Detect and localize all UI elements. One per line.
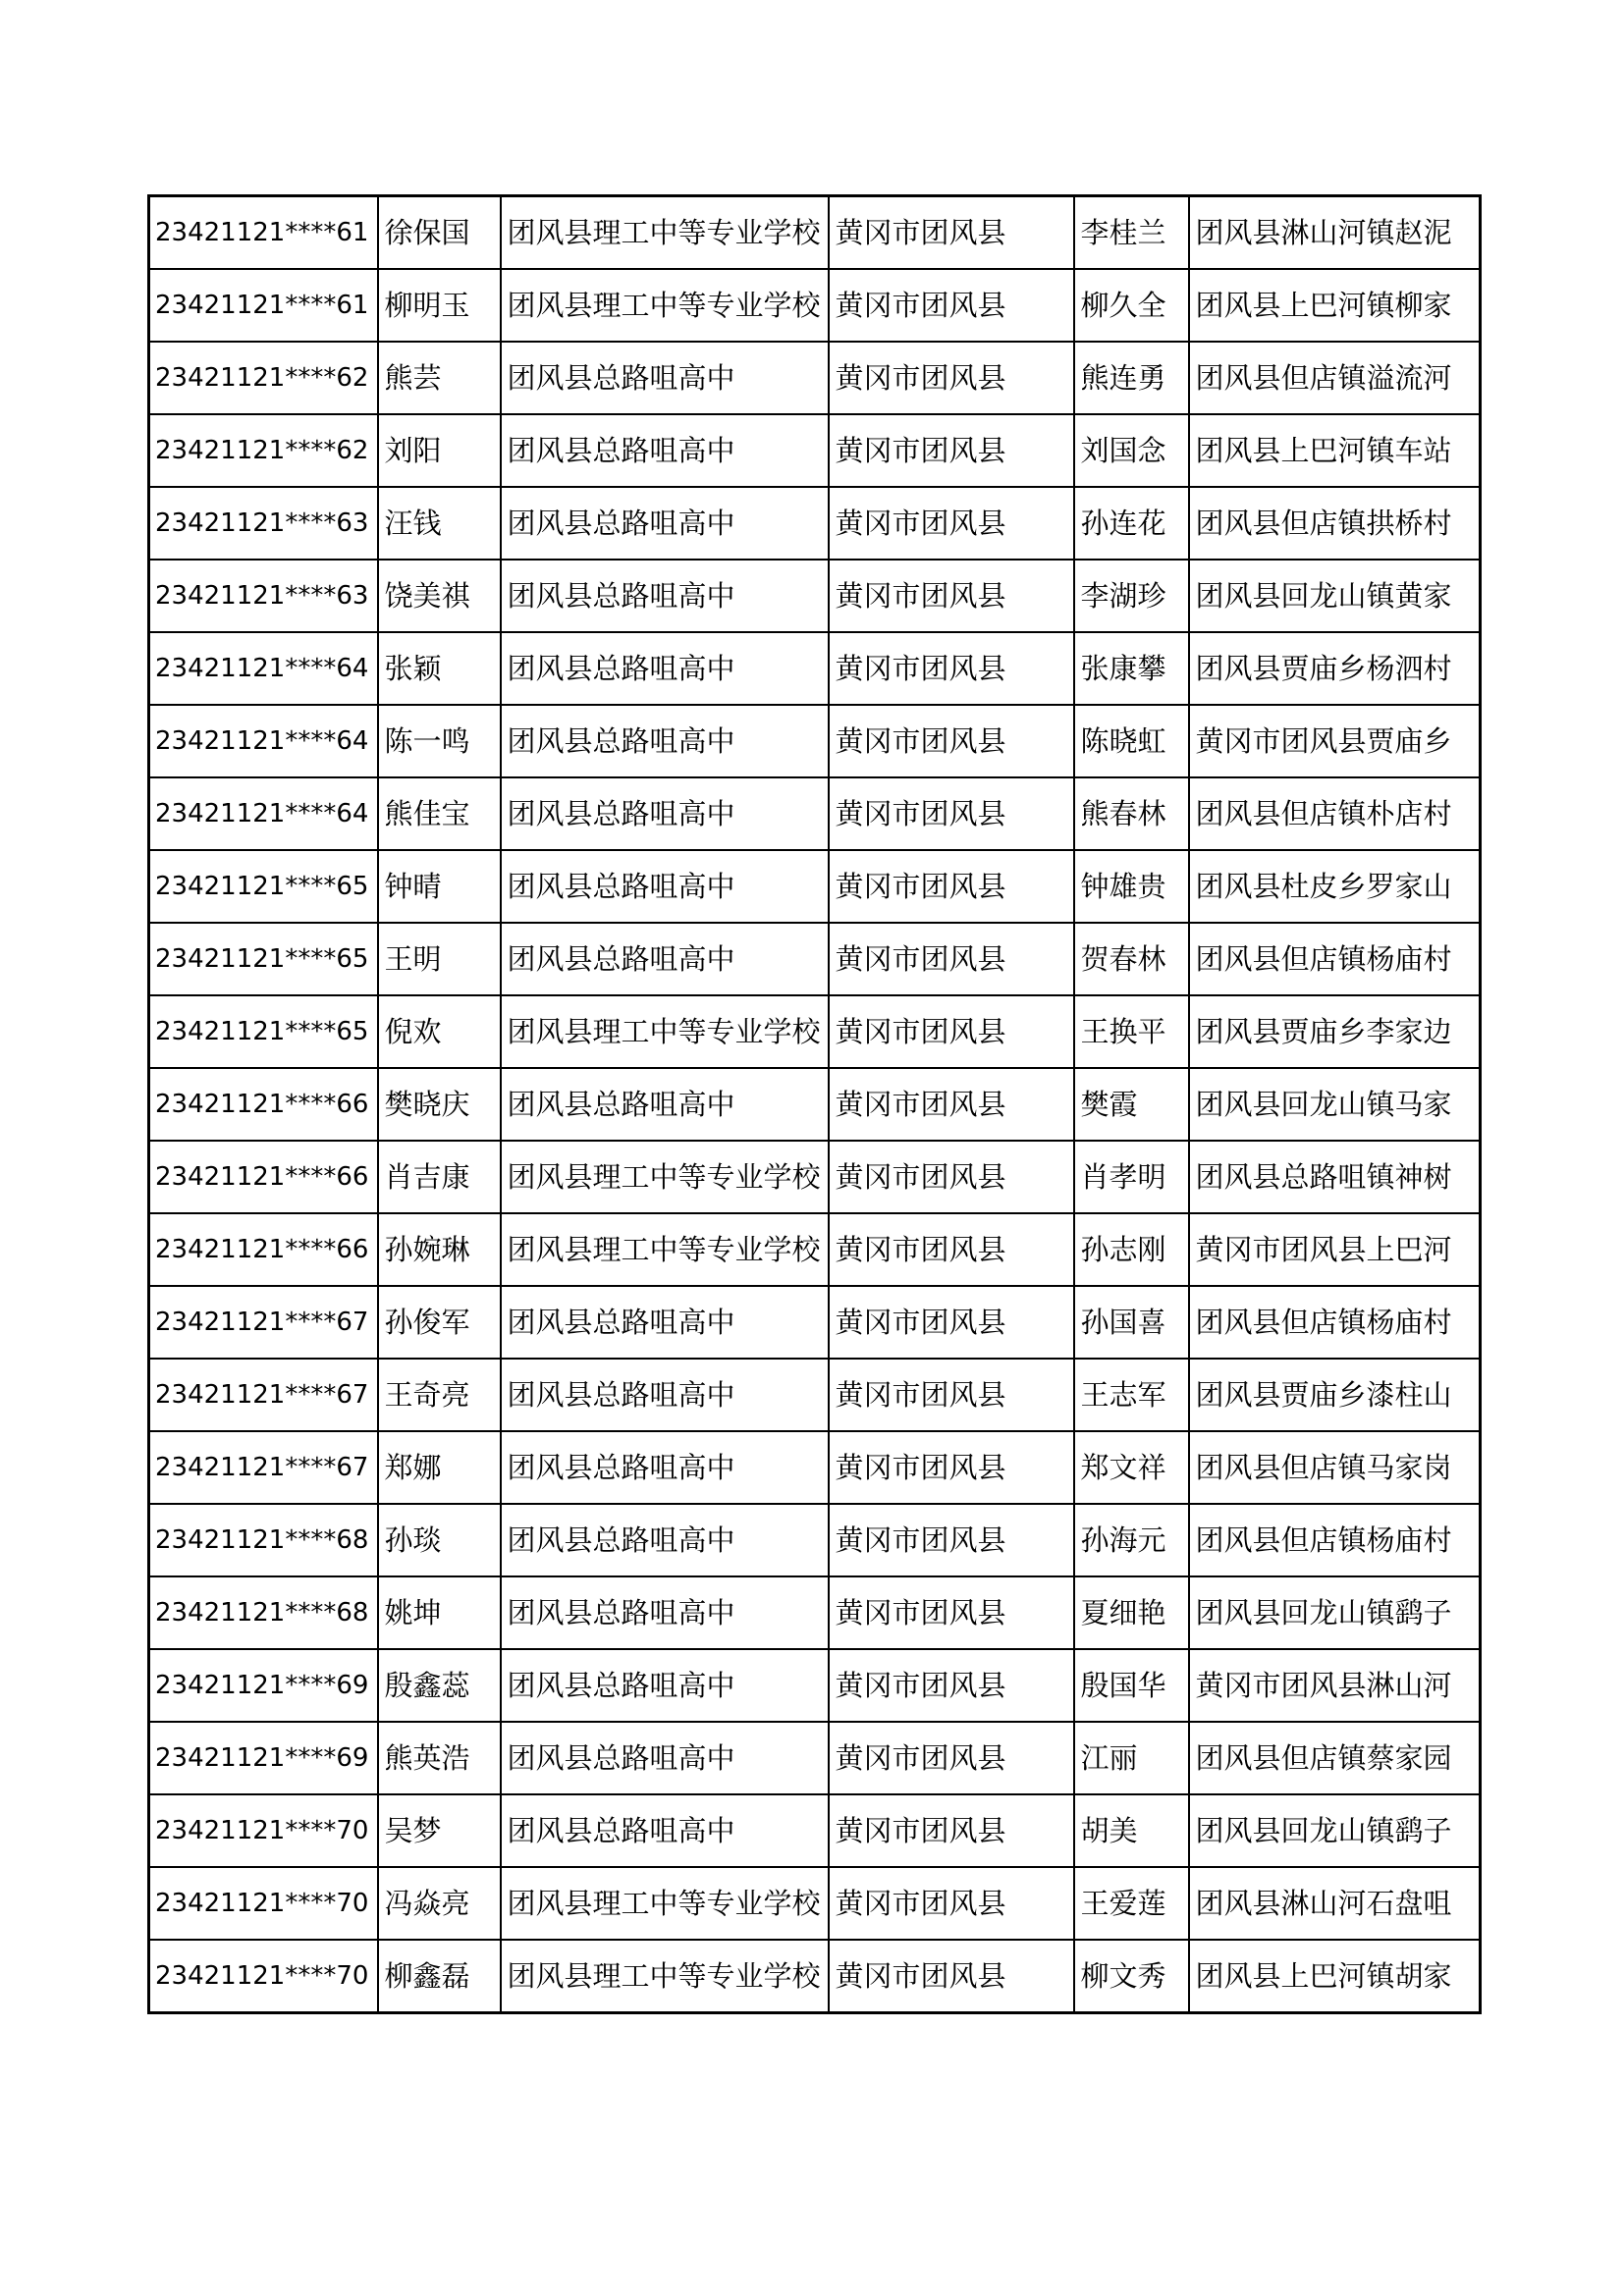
table-row <box>149 1940 1481 2013</box>
cell-id: 23421121****63 <box>149 487 378 560</box>
cell-address: 团风县回龙山镇马家 <box>1189 1068 1481 1141</box>
table-row <box>149 196 1481 270</box>
cell-guardian: 江丽 <box>1074 1722 1189 1794</box>
cell-school: 团风县总路咀高中 <box>501 923 829 995</box>
cell-area: 黄冈市团风县 <box>829 777 1074 850</box>
cell-id: 23421121****70 <box>149 1867 378 1940</box>
cell-id: 23421121****69 <box>149 1722 378 1794</box>
cell-school: 团风县总路咀高中 <box>501 1504 829 1576</box>
table-row <box>149 1722 1481 1794</box>
cell-school: 团风县总路咀高中 <box>501 1359 829 1431</box>
cell-area: 黄冈市团风县 <box>829 1867 1074 1940</box>
cell-name: 倪欢 <box>378 995 501 1068</box>
cell-area: 黄冈市团风县 <box>829 1359 1074 1431</box>
cell-name: 柳鑫磊 <box>378 1940 501 2013</box>
table-row <box>149 1213 1481 1286</box>
cell-id: 23421121****64 <box>149 705 378 777</box>
cell-school: 团风县理工中等专业学校 <box>501 1940 829 2013</box>
cell-name: 徐保国 <box>378 196 501 270</box>
cell-id: 23421121****66 <box>149 1213 378 1286</box>
cell-area: 黄冈市团风县 <box>829 705 1074 777</box>
cell-area: 黄冈市团风县 <box>829 1649 1074 1722</box>
cell-id: 23421121****63 <box>149 560 378 632</box>
cell-area: 黄冈市团风县 <box>829 196 1074 270</box>
cell-school: 团风县总路咀高中 <box>501 342 829 414</box>
cell-school: 团风县总路咀高中 <box>501 1649 829 1722</box>
cell-address: 团风县但店镇拱桥村 <box>1189 487 1481 560</box>
cell-address: 团风县回龙山镇鹞子 <box>1189 1576 1481 1649</box>
cell-area: 黄冈市团风县 <box>829 414 1074 487</box>
cell-area: 黄冈市团风县 <box>829 1213 1074 1286</box>
cell-name: 姚坤 <box>378 1576 501 1649</box>
cell-guardian: 柳文秀 <box>1074 1940 1189 2013</box>
cell-guardian: 孙连花 <box>1074 487 1189 560</box>
cell-guardian: 柳久全 <box>1074 269 1189 342</box>
cell-id: 23421121****69 <box>149 1649 378 1722</box>
table-row <box>149 269 1481 342</box>
table-row <box>149 1286 1481 1359</box>
cell-id: 23421121****64 <box>149 777 378 850</box>
cell-school: 团风县总路咀高中 <box>501 487 829 560</box>
cell-area: 黄冈市团风县 <box>829 1504 1074 1576</box>
cell-address: 黄冈市团风县上巴河 <box>1189 1213 1481 1286</box>
cell-guardian: 刘国念 <box>1074 414 1189 487</box>
cell-guardian: 陈晓虹 <box>1074 705 1189 777</box>
cell-guardian: 张康攀 <box>1074 632 1189 705</box>
table-row <box>149 560 1481 632</box>
cell-id: 23421121****68 <box>149 1504 378 1576</box>
cell-name: 王明 <box>378 923 501 995</box>
cell-name: 吴梦 <box>378 1794 501 1867</box>
cell-school: 团风县理工中等专业学校 <box>501 1141 829 1213</box>
table-row <box>149 487 1481 560</box>
cell-school: 团风县总路咀高中 <box>501 850 829 923</box>
cell-id: 23421121****62 <box>149 414 378 487</box>
cell-school: 团风县理工中等专业学校 <box>501 269 829 342</box>
cell-id: 23421121****66 <box>149 1068 378 1141</box>
cell-address: 团风县贾庙乡漆柱山 <box>1189 1359 1481 1431</box>
cell-area: 黄冈市团风县 <box>829 269 1074 342</box>
cell-area: 黄冈市团风县 <box>829 1722 1074 1794</box>
cell-id: 23421121****65 <box>149 995 378 1068</box>
cell-name: 樊晓庆 <box>378 1068 501 1141</box>
cell-name: 孙婉琳 <box>378 1213 501 1286</box>
cell-school: 团风县总路咀高中 <box>501 777 829 850</box>
cell-area: 黄冈市团风县 <box>829 995 1074 1068</box>
cell-address: 团风县但店镇溢流河 <box>1189 342 1481 414</box>
cell-guardian: 孙海元 <box>1074 1504 1189 1576</box>
cell-school: 团风县总路咀高中 <box>501 1286 829 1359</box>
cell-address: 团风县淋山河石盘咀 <box>1189 1867 1481 1940</box>
cell-name: 熊佳宝 <box>378 777 501 850</box>
cell-address: 团风县贾庙乡杨泗村 <box>1189 632 1481 705</box>
table-row <box>149 414 1481 487</box>
cell-guardian: 李桂兰 <box>1074 196 1189 270</box>
cell-school: 团风县总路咀高中 <box>501 632 829 705</box>
cell-address: 团风县但店镇杨庙村 <box>1189 1504 1481 1576</box>
table-row <box>149 1576 1481 1649</box>
cell-address: 团风县但店镇朴店村 <box>1189 777 1481 850</box>
cell-guardian: 贺春林 <box>1074 923 1189 995</box>
cell-area: 黄冈市团风县 <box>829 632 1074 705</box>
cell-name: 柳明玉 <box>378 269 501 342</box>
student-table <box>147 194 1482 2014</box>
cell-guardian: 樊霞 <box>1074 1068 1189 1141</box>
table-row <box>149 1794 1481 1867</box>
cell-name: 王奇亮 <box>378 1359 501 1431</box>
cell-name: 肖吉康 <box>378 1141 501 1213</box>
cell-address: 团风县淋山河镇赵泥 <box>1189 196 1481 270</box>
cell-address: 团风县但店镇马家岗 <box>1189 1431 1481 1504</box>
cell-name: 饶美祺 <box>378 560 501 632</box>
cell-guardian: 胡美 <box>1074 1794 1189 1867</box>
cell-name: 刘阳 <box>378 414 501 487</box>
table-body <box>149 196 1481 2013</box>
cell-guardian: 王换平 <box>1074 995 1189 1068</box>
table-row <box>149 1359 1481 1431</box>
cell-guardian: 王志军 <box>1074 1359 1189 1431</box>
cell-name: 孙俊军 <box>378 1286 501 1359</box>
cell-area: 黄冈市团风县 <box>829 1576 1074 1649</box>
cell-school: 团风县理工中等专业学校 <box>501 1213 829 1286</box>
cell-id: 23421121****66 <box>149 1141 378 1213</box>
cell-id: 23421121****62 <box>149 342 378 414</box>
cell-address: 团风县但店镇杨庙村 <box>1189 1286 1481 1359</box>
cell-school: 团风县总路咀高中 <box>501 1576 829 1649</box>
cell-id: 23421121****70 <box>149 1794 378 1867</box>
cell-address: 团风县上巴河镇车站 <box>1189 414 1481 487</box>
cell-guardian: 肖孝明 <box>1074 1141 1189 1213</box>
table-row <box>149 1068 1481 1141</box>
table-row <box>149 632 1481 705</box>
cell-address: 黄冈市团风县贾庙乡 <box>1189 705 1481 777</box>
cell-name: 孙琰 <box>378 1504 501 1576</box>
cell-guardian: 钟雄贵 <box>1074 850 1189 923</box>
cell-name: 汪钱 <box>378 487 501 560</box>
cell-id: 23421121****68 <box>149 1576 378 1649</box>
cell-guardian: 熊春林 <box>1074 777 1189 850</box>
cell-guardian: 孙志刚 <box>1074 1213 1189 1286</box>
cell-school: 团风县理工中等专业学校 <box>501 995 829 1068</box>
cell-address: 黄冈市团风县淋山河 <box>1189 1649 1481 1722</box>
cell-id: 23421121****65 <box>149 850 378 923</box>
cell-address: 团风县上巴河镇柳家 <box>1189 269 1481 342</box>
table-row <box>149 705 1481 777</box>
cell-address: 团风县但店镇杨庙村 <box>1189 923 1481 995</box>
cell-area: 黄冈市团风县 <box>829 1286 1074 1359</box>
cell-guardian: 夏细艳 <box>1074 1576 1189 1649</box>
cell-address: 团风县杜皮乡罗家山 <box>1189 850 1481 923</box>
cell-area: 黄冈市团风县 <box>829 1794 1074 1867</box>
cell-area: 黄冈市团风县 <box>829 342 1074 414</box>
cell-school: 团风县总路咀高中 <box>501 705 829 777</box>
cell-school: 团风县总路咀高中 <box>501 1794 829 1867</box>
cell-guardian: 李湖珍 <box>1074 560 1189 632</box>
cell-address: 团风县贾庙乡李家边 <box>1189 995 1481 1068</box>
cell-area: 黄冈市团风县 <box>829 923 1074 995</box>
cell-name: 陈一鸣 <box>378 705 501 777</box>
cell-id: 23421121****67 <box>149 1286 378 1359</box>
cell-id: 23421121****65 <box>149 923 378 995</box>
cell-id: 23421121****61 <box>149 269 378 342</box>
cell-id: 23421121****61 <box>149 196 378 270</box>
cell-name: 殷鑫蕊 <box>378 1649 501 1722</box>
cell-school: 团风县理工中等专业学校 <box>501 196 829 270</box>
cell-address: 团风县回龙山镇鹞子 <box>1189 1794 1481 1867</box>
table-row <box>149 995 1481 1068</box>
table-row <box>149 1431 1481 1504</box>
cell-name: 冯焱亮 <box>378 1867 501 1940</box>
cell-area: 黄冈市团风县 <box>829 1068 1074 1141</box>
table-row <box>149 923 1481 995</box>
cell-id: 23421121****64 <box>149 632 378 705</box>
cell-school: 团风县理工中等专业学校 <box>501 1867 829 1940</box>
table-row <box>149 1867 1481 1940</box>
cell-name: 熊芸 <box>378 342 501 414</box>
cell-guardian: 郑文祥 <box>1074 1431 1189 1504</box>
cell-address: 团风县但店镇蔡家园 <box>1189 1722 1481 1794</box>
cell-school: 团风县总路咀高中 <box>501 1068 829 1141</box>
table-row <box>149 777 1481 850</box>
table-row <box>149 342 1481 414</box>
cell-school: 团风县总路咀高中 <box>501 414 829 487</box>
cell-address: 团风县回龙山镇黄家 <box>1189 560 1481 632</box>
cell-school: 团风县总路咀高中 <box>501 560 829 632</box>
cell-area: 黄冈市团风县 <box>829 1940 1074 2013</box>
cell-id: 23421121****70 <box>149 1940 378 2013</box>
cell-area: 黄冈市团风县 <box>829 850 1074 923</box>
cell-name: 熊英浩 <box>378 1722 501 1794</box>
cell-address: 团风县总路咀镇神树 <box>1189 1141 1481 1213</box>
table-row <box>149 850 1481 923</box>
cell-area: 黄冈市团风县 <box>829 1141 1074 1213</box>
cell-guardian: 殷国华 <box>1074 1649 1189 1722</box>
cell-name: 钟晴 <box>378 850 501 923</box>
cell-id: 23421121****67 <box>149 1431 378 1504</box>
cell-area: 黄冈市团风县 <box>829 487 1074 560</box>
cell-guardian: 王爱莲 <box>1074 1867 1189 1940</box>
table-row <box>149 1649 1481 1722</box>
cell-area: 黄冈市团风县 <box>829 1431 1074 1504</box>
cell-name: 郑娜 <box>378 1431 501 1504</box>
cell-area: 黄冈市团风县 <box>829 560 1074 632</box>
table-row <box>149 1504 1481 1576</box>
cell-guardian: 熊连勇 <box>1074 342 1189 414</box>
cell-name: 张颖 <box>378 632 501 705</box>
table-row <box>149 1141 1481 1213</box>
cell-school: 团风县总路咀高中 <box>501 1722 829 1794</box>
cell-guardian: 孙国喜 <box>1074 1286 1189 1359</box>
cell-school: 团风县总路咀高中 <box>501 1431 829 1504</box>
cell-address: 团风县上巴河镇胡家 <box>1189 1940 1481 2013</box>
cell-id: 23421121****67 <box>149 1359 378 1431</box>
